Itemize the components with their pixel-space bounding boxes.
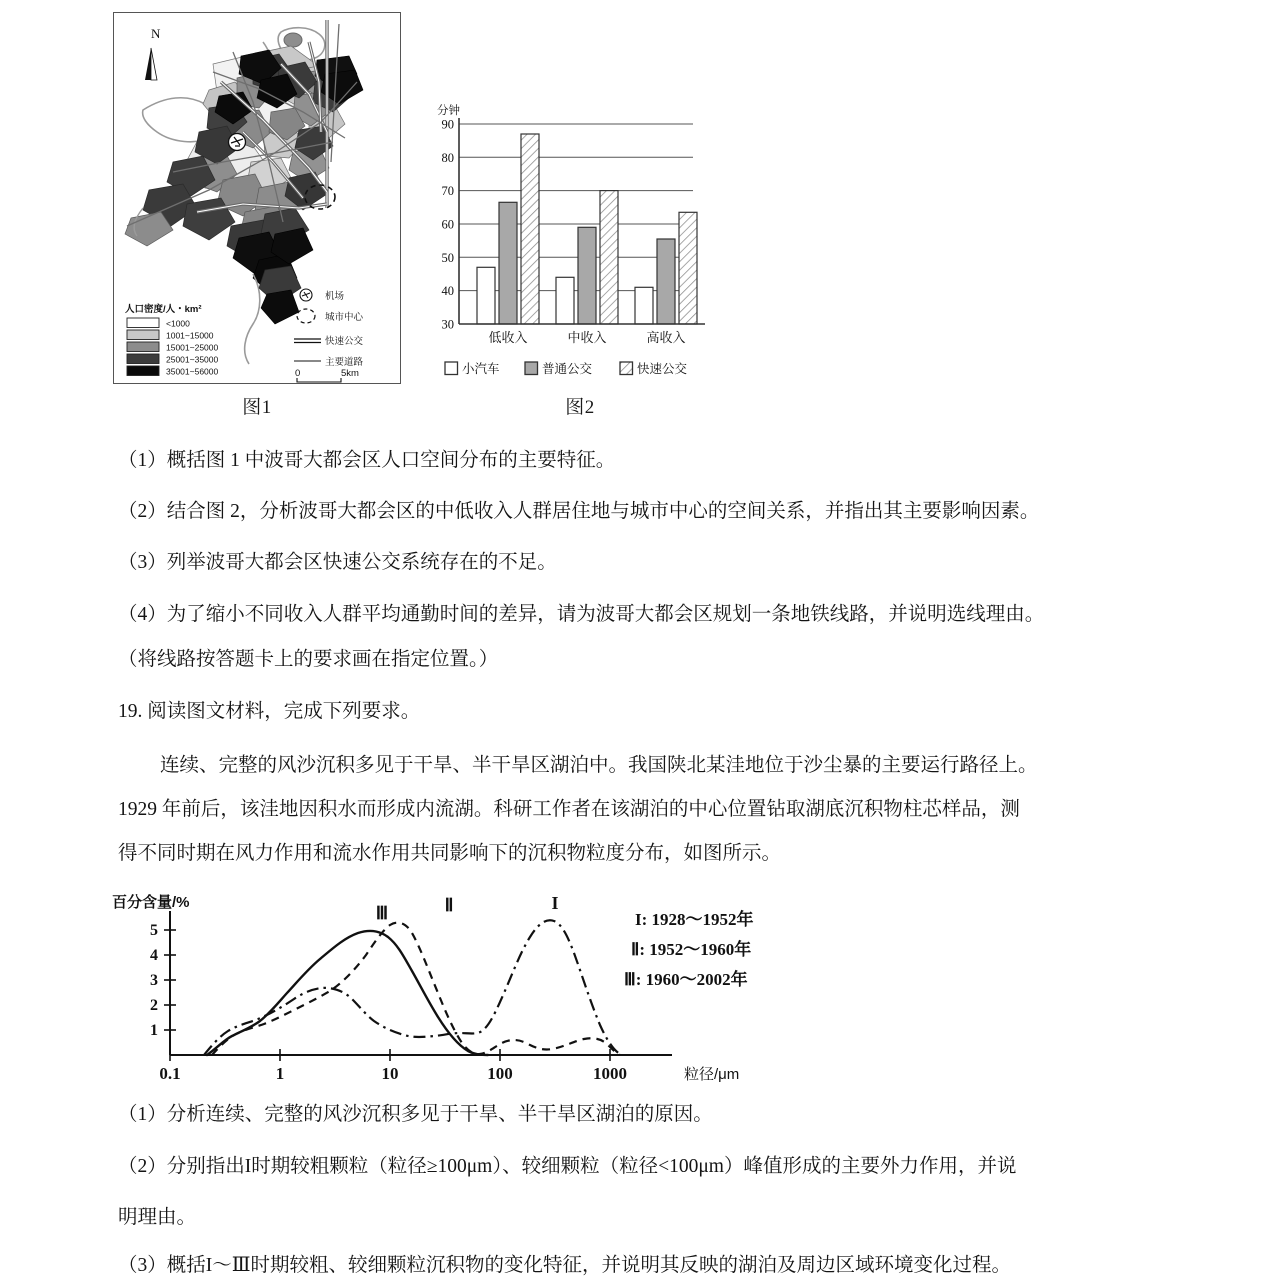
- curve-one-1928-1952: [204, 920, 622, 1055]
- bar-car-low: [477, 267, 495, 324]
- curve-label-three: Ⅲ: [375, 903, 389, 923]
- bar-brt-low: [521, 134, 539, 324]
- svg-text:Ⅱ: 1952～1960年: Ⅱ: 1952～1960年: [631, 940, 752, 959]
- line-x-tick-0: 0.1: [159, 1064, 181, 1083]
- svg-text:1: 1: [150, 1022, 158, 1039]
- line-x-tick-2: 10: [381, 1064, 399, 1083]
- svg-text:5: 5: [150, 922, 158, 939]
- question-18-4: （4）为了缩小不同收入人群平均通勤时间的差异，请为波哥大都会区规划一条地铁线路，并说明选线理由。: [118, 604, 1045, 625]
- svg-text:Ⅲ: 1960～2002年: Ⅲ: 1960～2002年: [624, 970, 748, 989]
- city-center-legend-icon: [297, 309, 315, 323]
- bar-category-label-1: 中收入: [567, 330, 607, 345]
- figure-2-caption: 图2: [565, 397, 595, 418]
- line-y-tick-labels: [150, 922, 158, 1039]
- section-19-heading: 19. 阅读图文材料，完成下列要求。: [118, 701, 421, 722]
- legend-label-regular-bus: 普通公交: [542, 362, 593, 376]
- line-x-axis-label: 粒径/μm: [684, 1066, 740, 1083]
- svg-text:40: 40: [441, 284, 454, 299]
- brt-legend-label: 快速公交: [325, 336, 364, 347]
- legend-swatch-brt: [620, 362, 633, 375]
- legend-label-car: 小汽车: [462, 362, 500, 376]
- bar-regular-bus-low: [499, 202, 517, 324]
- bar-legend: [445, 361, 688, 376]
- density-label-2: 15001~25000: [166, 342, 219, 353]
- density-swatch-1: [127, 330, 159, 340]
- population-density-map: [113, 12, 401, 384]
- scale-end-label: 5km: [341, 368, 359, 379]
- legend-text-three: 1960～2002年: [645, 970, 748, 989]
- svg-text:3: 3: [150, 972, 158, 989]
- bar-regular-bus-mid: [578, 227, 596, 324]
- line-x-tick-3: 100: [487, 1064, 513, 1083]
- bar-group-low-income: [477, 134, 539, 324]
- density-label-1: 1001~15000: [166, 330, 214, 341]
- curve-three-1960-2002: [207, 931, 488, 1055]
- commute-time-bar-chart: [425, 100, 735, 390]
- curve-label-one: I: [551, 893, 559, 913]
- question-18-2: （2）结合图 2，分析波哥大都会区的中低收入人群居住地与城市中心的空间关系，并指出其主要影响因素。: [118, 501, 1040, 522]
- legend-swatch-car: [445, 362, 458, 375]
- density-swatch-4: [127, 366, 159, 376]
- question-19-3: （3）概括I～Ⅲ时期较粗、较细颗粒沉积物的变化特征，并说明其反映的湖泊及周边区域环境变化过程。: [118, 1255, 1012, 1276]
- legend-swatch-regular-bus: [525, 362, 538, 375]
- svg-text:90: 90: [441, 117, 454, 132]
- density-label-3: 25001~35000: [166, 354, 219, 365]
- svg-text:50: 50: [441, 250, 454, 265]
- section-19-paragraph-line-3: 得不同时期在风力作用和流水作用共同影响下的沉积物粒度分布，如图所示。: [118, 843, 782, 864]
- scale-start-label: 0: [295, 368, 301, 379]
- legend-text-one: 1928～1952年: [651, 910, 754, 929]
- bar-group-high-income: [635, 212, 697, 324]
- city-center-legend-label: 城市中心: [325, 312, 364, 323]
- section-19-paragraph-line-1: 连续、完整的风沙沉积多见于干旱、半干旱区湖泊中。我国陕北某洼地位于沙尘暴的主要运行路径上。: [160, 755, 1038, 776]
- main-road-legend-label: 主要道路: [325, 357, 364, 368]
- svg-text:60: 60: [441, 217, 454, 232]
- map-density-legend: [127, 318, 219, 377]
- legend-key-one: I: [635, 910, 642, 929]
- north-arrow-icon-light: [151, 48, 157, 80]
- line-y-axis-label: 百分含量/%: [112, 894, 190, 911]
- svg-text:80: 80: [441, 150, 454, 165]
- bar-car-mid: [556, 277, 574, 324]
- density-swatch-3: [127, 354, 159, 364]
- svg-text:30: 30: [441, 317, 454, 332]
- legend-text-two: 1952～1960年: [649, 940, 752, 959]
- density-swatch-2: [127, 342, 159, 352]
- map-scale-bar: [295, 368, 359, 382]
- grain-size-distribution-chart: [112, 893, 832, 1083]
- bar-y-tick-labels: [442, 118, 455, 332]
- density-label-0: <1000: [166, 318, 190, 329]
- question-19-2-cont: 明理由。: [118, 1207, 197, 1228]
- legend-label-brt: 快速公交: [637, 362, 688, 376]
- scale-bar-shape: [297, 378, 341, 382]
- curve-inline-labels: [376, 893, 559, 923]
- question-19-2: （2）分别指出I时期较粗颗粒（粒径≥100μm）、较细颗粒（粒径<100μm）峰值形成的主要外力作用，并说: [118, 1156, 1017, 1177]
- density-label-4: 35001~56000: [166, 366, 219, 377]
- airport-legend-label: 机场: [325, 291, 345, 302]
- figure-1-caption: 图1: [242, 397, 272, 418]
- question-18-3: （3）列举波哥大都会区快速公交系统存在的不足。: [118, 552, 557, 573]
- bar-regular-bus-high: [657, 239, 675, 324]
- north-arrow-icon: [145, 48, 151, 80]
- line-x-tick-4: 1000: [593, 1064, 627, 1083]
- bar-brt-high: [679, 212, 697, 324]
- bar-car-high: [635, 287, 653, 324]
- line-chart-legend: [624, 909, 754, 989]
- figures-row: [0, 0, 1280, 425]
- svg-text:4: 4: [150, 947, 158, 964]
- map-annotations: [113, 12, 401, 384]
- curve-label-two: Ⅱ: [444, 895, 454, 915]
- svg-text:2: 2: [150, 997, 158, 1014]
- map-symbol-legend: [294, 289, 364, 368]
- legend-key-three: Ⅲ: [624, 970, 636, 989]
- bar-category-labels: [488, 330, 685, 345]
- density-swatch-0: [127, 318, 159, 328]
- north-label: N: [151, 26, 161, 41]
- svg-text:70: 70: [441, 184, 454, 199]
- line-x-tick-labels: [159, 1064, 627, 1083]
- question-18-note: （将线路按答题卡上的要求画在指定位置。）: [118, 649, 499, 670]
- line-x-tick-1: 1: [275, 1064, 285, 1083]
- bar-y-unit-label: 分钟: [437, 105, 460, 117]
- question-18-1: （1）概括图 1 中波哥大都会区人口空间分布的主要特征。: [118, 450, 616, 471]
- section-19-paragraph-line-2: 1929 年前后，该洼地因积水而形成内流湖。科研工作者在该湖泊的中心位置钻取湖底沉积物柱芯样品，测: [118, 799, 1020, 820]
- legend-key-two: Ⅱ: [631, 940, 640, 959]
- bar-brt-mid: [600, 191, 618, 324]
- question-19-1: （1）分析连续、完整的风沙沉积多见于干旱、半干旱区湖泊的原因。: [118, 1104, 713, 1125]
- bar-category-label-2: 高收入: [646, 330, 686, 345]
- map-legend-title: 人口密度/人・km²: [125, 304, 202, 315]
- curve-two-1952-1960: [212, 923, 620, 1055]
- svg-text:I: 1928～1952年: I: 1928～1952年: [635, 910, 754, 929]
- bar-category-label-0: 低收入: [488, 330, 528, 345]
